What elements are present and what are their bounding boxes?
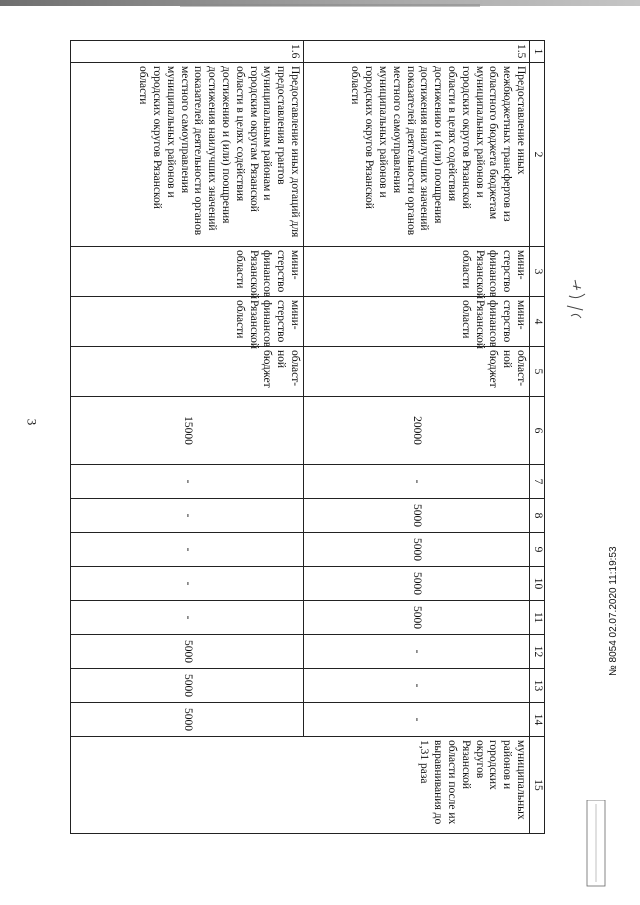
- year-cell: -: [71, 567, 304, 601]
- header-cell: 7: [530, 465, 545, 499]
- header-cell: 9: [530, 533, 545, 567]
- header-cell: 6: [530, 397, 545, 465]
- year-cell: -: [71, 601, 304, 635]
- year-cell: 5000: [71, 669, 304, 703]
- total-cell: 15000: [71, 397, 304, 465]
- source-cell: област-ной бюджет: [304, 347, 530, 397]
- year-cell: 5000: [304, 601, 530, 635]
- page-number: 3: [24, 418, 40, 426]
- year-cell: -: [304, 635, 530, 669]
- year-cell: 5000: [71, 635, 304, 669]
- year-cell: -: [304, 669, 530, 703]
- row-number: 1.5: [304, 41, 530, 63]
- header-cell: 5: [530, 347, 545, 397]
- row-number: 1.6: [71, 41, 304, 63]
- year-cell: 5000: [304, 499, 530, 533]
- header-cell: 1: [530, 41, 545, 63]
- header-cell: 10: [530, 567, 545, 601]
- rotated-table-container: [78, 40, 545, 833]
- recipient-cell: мини-стерство финансов Рязанской области: [71, 297, 304, 347]
- header-row: [530, 41, 545, 834]
- header-cell: 3: [530, 247, 545, 297]
- header-cell: 2: [530, 63, 545, 247]
- year-cell: -: [304, 465, 530, 499]
- year-cell: -: [71, 533, 304, 567]
- header-cell: 11: [530, 601, 545, 635]
- result-cell: муниципальных районов и городских округов Рязанской области после их выравнивания до 1,31 раза: [71, 737, 530, 834]
- recipient-cell: мини-стерство финансов Рязанской области: [304, 297, 530, 347]
- registration-stamp-icon: [585, 800, 609, 888]
- row-description: Предоставление иных межбюджетных трансфертов из областного бюджета бюджетам муниципальных районов и городских округов Рязанской области в целях содействия достижению и (или) поощрения достижения наилучших значений показателей деятельности органов местного самоуправления муниципальных районов и городских округов Рязанской области: [304, 63, 530, 247]
- registration-number: № 8054 02.07.2020 11:19:53: [608, 546, 619, 676]
- year-cell: -: [304, 703, 530, 737]
- header-cell: 8: [530, 499, 545, 533]
- program-table: [70, 40, 545, 834]
- source-cell: област-ной бюджет: [71, 347, 304, 397]
- header-cell: 15: [530, 737, 545, 834]
- table-row: [304, 41, 530, 834]
- header-cell: 12: [530, 635, 545, 669]
- year-cell: -: [71, 465, 304, 499]
- year-cell: -: [71, 499, 304, 533]
- signature-mark: [555, 276, 595, 326]
- header-cell: 13: [530, 669, 545, 703]
- scan-edge-artifact-2: [180, 4, 480, 7]
- header-cell: 4: [530, 297, 545, 347]
- year-cell: 5000: [304, 533, 530, 567]
- executor-cell: мини-стерство финансов Рязанской области: [304, 247, 530, 297]
- row-description: Предоставление иных дотаций для предоставления грантов муниципальным районам и городским округам Рязанской области в целях содействия достижению и (или) поощрения достижения наилучших значений показателей деятельности органов местного самоуправления муниципальных районов и городских округов Рязанской области: [71, 63, 304, 247]
- executor-cell: мини-стерство финансов Рязанской области: [71, 247, 304, 297]
- total-cell: 20000: [304, 397, 530, 465]
- year-cell: 5000: [304, 567, 530, 601]
- header-cell: 14: [530, 703, 545, 737]
- table-row: [71, 41, 304, 834]
- year-cell: 5000: [71, 703, 304, 737]
